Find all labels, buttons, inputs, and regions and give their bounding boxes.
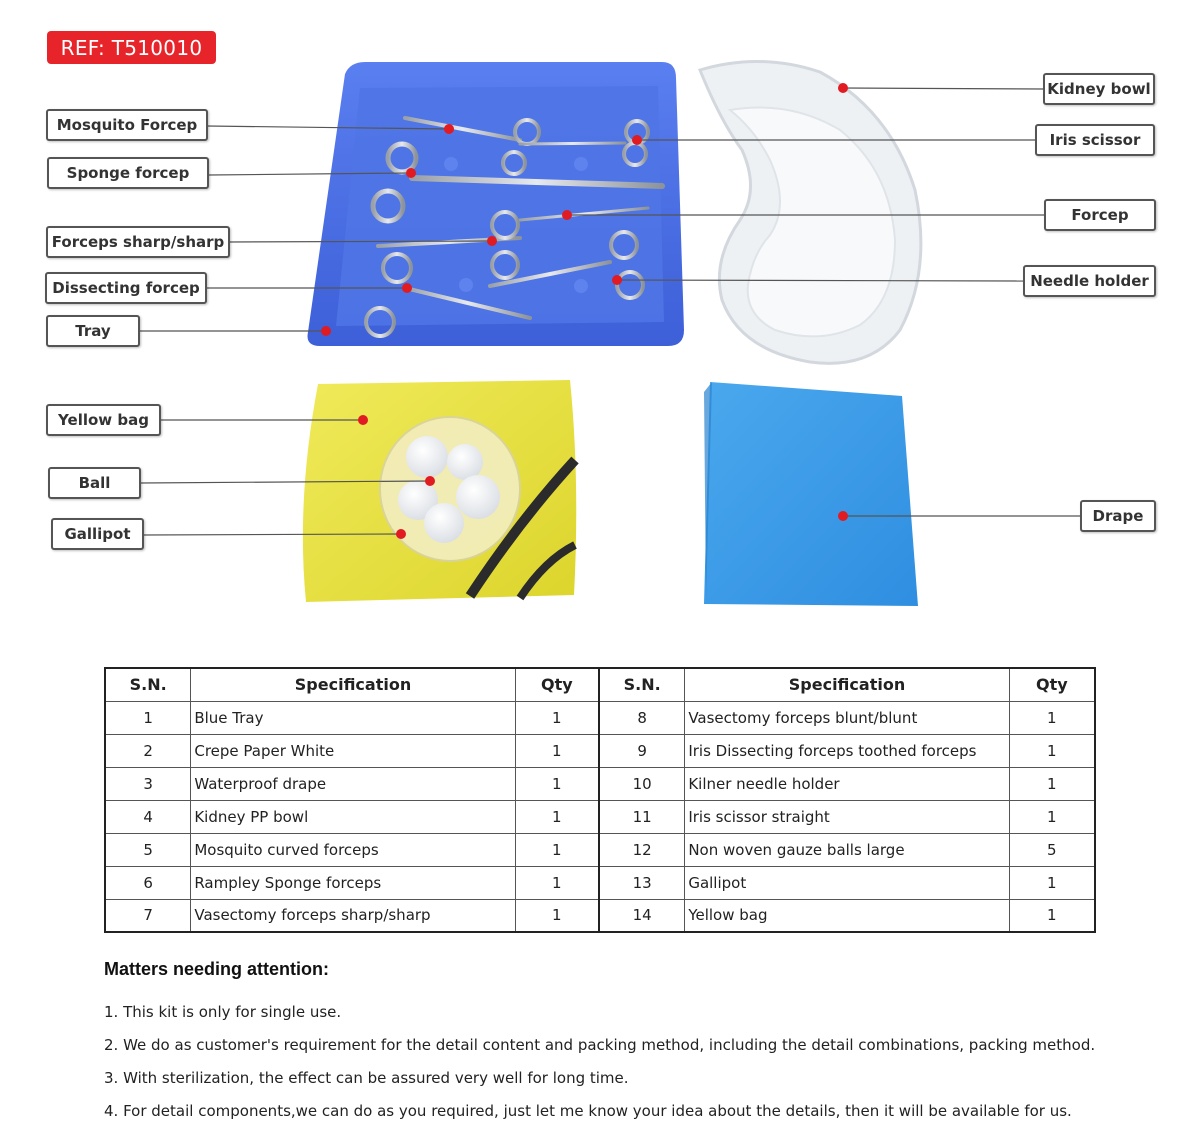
cell-qty: 1 (1009, 866, 1095, 899)
cell-sn: 12 (599, 833, 685, 866)
attention-title: Matters needing attention: (104, 959, 330, 979)
header-qty: Qty (515, 668, 599, 701)
cell-qty: 1 (515, 734, 599, 767)
cell-qty: 1 (515, 701, 599, 734)
cell-spec: Gallipot (685, 866, 1009, 899)
header-qty: Qty (1009, 668, 1095, 701)
cell-sn: 11 (599, 800, 685, 833)
cell-spec: Iris Dissecting forceps toothed forceps (685, 734, 1009, 767)
header-specification: Specification (191, 668, 515, 701)
header-sn: S.N. (599, 668, 685, 701)
table-row (105, 833, 1095, 866)
cell-qty: 1 (515, 899, 599, 932)
cell-spec: Kilner needle holder (685, 767, 1009, 800)
cell-spec: Vasectomy forceps blunt/blunt (685, 701, 1009, 734)
cell-spec: Vasectomy forceps sharp/sharp (191, 899, 515, 932)
label-mosquito-forcep: Mosquito Forcep (46, 109, 208, 141)
label-yellow-bag: Yellow bag (46, 404, 161, 436)
cell-qty: 1 (1009, 767, 1095, 800)
cell-sn: 6 (105, 866, 191, 899)
label-forcep: Forcep (1044, 199, 1156, 231)
cell-sn: 13 (599, 866, 685, 899)
cell-sn: 3 (105, 767, 191, 800)
cell-spec: Yellow bag (685, 899, 1009, 932)
cell-spec: Blue Tray (191, 701, 515, 734)
cell-sn: 7 (105, 899, 191, 932)
attention-list (104, 1002, 1095, 1134)
cell-spec: Mosquito curved forceps (191, 833, 515, 866)
cell-qty: 1 (1009, 800, 1095, 833)
label-forceps-sharp: Forceps sharp/sharp (46, 226, 230, 258)
table-row (105, 701, 1095, 734)
cell-spec: Crepe Paper White (191, 734, 515, 767)
table-row (105, 800, 1095, 833)
attention-item: 4. For detail components,we can do as you required, just let me know your idea about the details, then it will be available for us. (104, 1102, 1072, 1120)
label-ball: Ball (48, 467, 141, 499)
label-gallipot: Gallipot (51, 518, 144, 550)
table-row (105, 899, 1095, 932)
cell-qty: 1 (1009, 899, 1095, 932)
table-header-row (105, 668, 1095, 701)
cell-spec: Rampley Sponge forceps (191, 866, 515, 899)
label-dissecting-forcep: Dissecting forcep (45, 272, 207, 304)
kidney-bowl-image (700, 61, 921, 363)
cell-spec: Waterproof drape (191, 767, 515, 800)
specification-table (104, 667, 1096, 933)
drape-image (704, 382, 918, 606)
attention-item: 3. With sterilization, the effect can be assured very well for long time. (104, 1069, 629, 1087)
header-sn: S.N. (105, 668, 191, 701)
label-kidney-bowl: Kidney bowl (1043, 73, 1155, 105)
label-drape: Drape (1080, 500, 1156, 532)
cell-sn: 9 (599, 734, 685, 767)
label-needle-holder: Needle holder (1023, 265, 1156, 297)
label-tray: Tray (46, 315, 140, 347)
cell-sn: 2 (105, 734, 191, 767)
cell-sn: 1 (105, 701, 191, 734)
label-sponge-forcep: Sponge forcep (47, 157, 209, 189)
cell-sn: 10 (599, 767, 685, 800)
attention-item: 2. We do as customer's requirement for the detail content and packing method, including the detail combinations, packing method. (104, 1036, 1096, 1054)
label-iris-scissor: Iris scissor (1035, 124, 1155, 156)
cell-qty: 5 (1009, 833, 1095, 866)
yellow-bag-image (303, 380, 576, 602)
ref-badge: REF: T510010 (47, 31, 216, 64)
header-specification: Specification (685, 668, 1009, 701)
cell-sn: 5 (105, 833, 191, 866)
cell-sn: 4 (105, 800, 191, 833)
cell-qty: 1 (1009, 701, 1095, 734)
cell-spec: Iris scissor straight (685, 800, 1009, 833)
table-row (105, 767, 1095, 800)
cell-sn: 14 (599, 899, 685, 932)
tray-image (308, 62, 685, 346)
cell-spec: Non woven gauze balls large (685, 833, 1009, 866)
table-row (105, 866, 1095, 899)
table-row (105, 734, 1095, 767)
cell-qty: 1 (515, 767, 599, 800)
cell-qty: 1 (515, 833, 599, 866)
attention-item: 1. This kit is only for single use. (104, 1003, 342, 1021)
cell-qty: 1 (1009, 734, 1095, 767)
cell-sn: 8 (599, 701, 685, 734)
cell-spec: Kidney PP bowl (191, 800, 515, 833)
cell-qty: 1 (515, 800, 599, 833)
cell-qty: 1 (515, 866, 599, 899)
